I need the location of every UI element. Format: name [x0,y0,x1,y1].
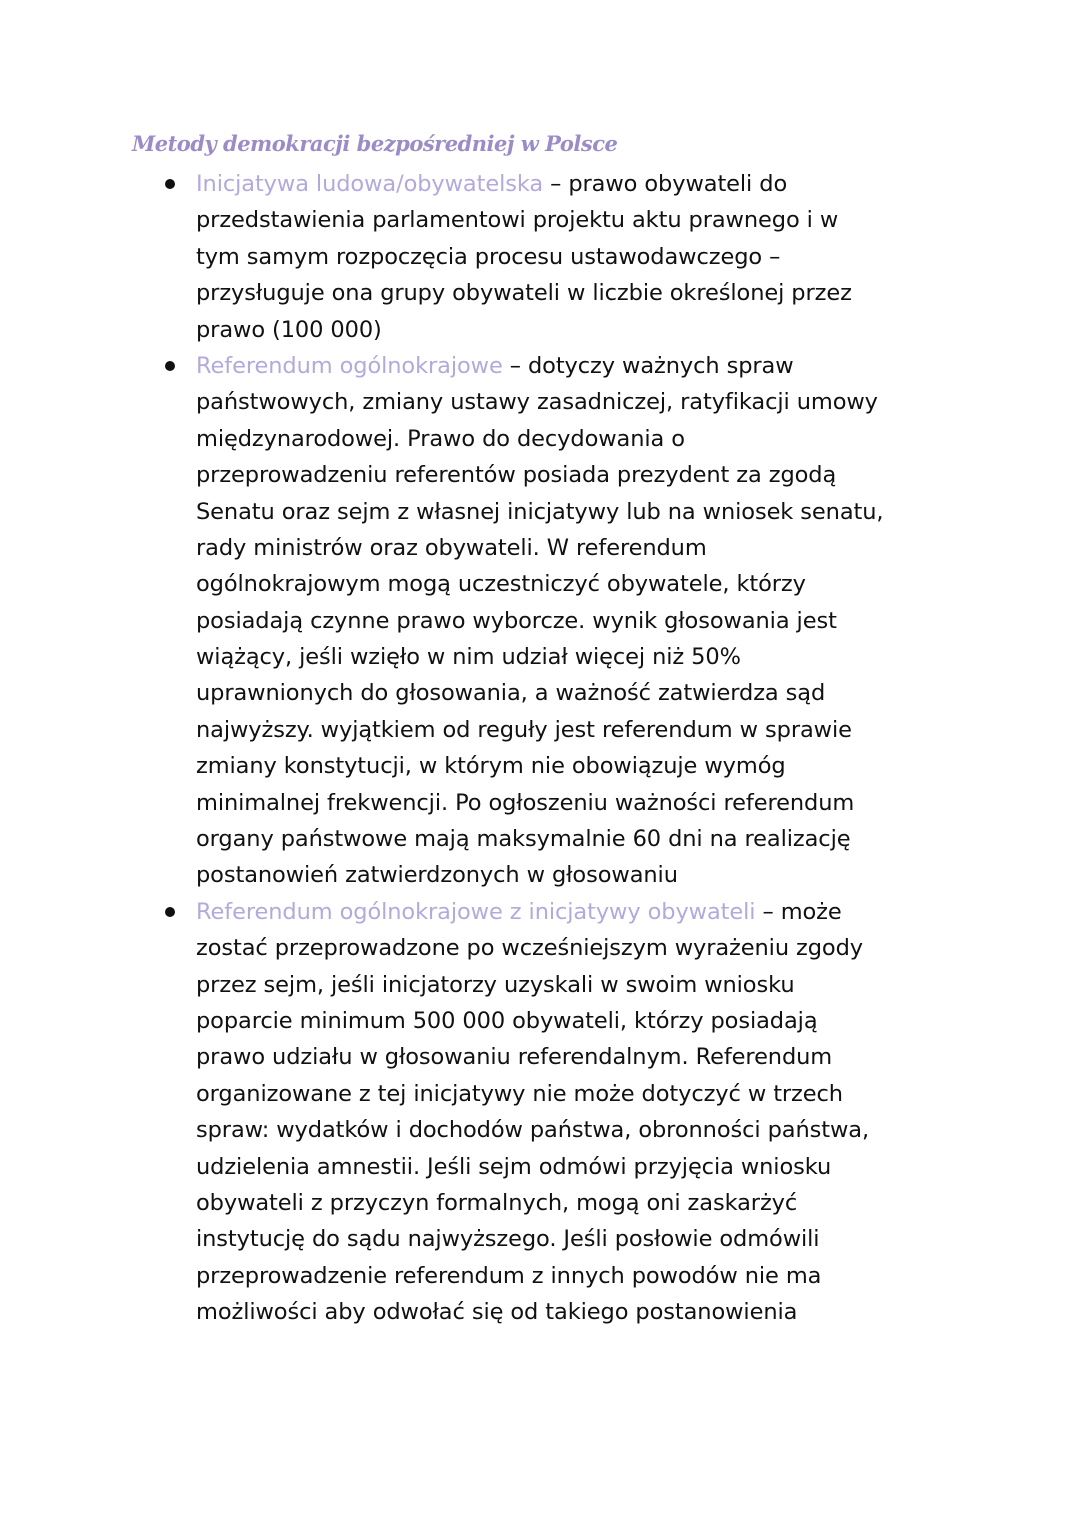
text-line: możliwości aby odwołać się od takiego postanowienia [196,1299,798,1326]
text-line: zostać przeprowadzone po wcześniejszym wyrażeniu zgody [196,935,863,962]
text-line: międzynarodowej. Prawo do decydowania o [196,425,685,452]
definition-text: – prawo obywateli do [543,171,788,197]
text-line: poparcie minimum 500 000 obywateli, którzy posiadają [196,1007,818,1034]
text-line: minimalnej frekwencji. Po ogłoszeniu ważności referendum [196,789,855,816]
text-line: uprawnionych do głosowania, a ważność zatwierdza sąd [196,680,826,707]
text-line: przeprowadzeniu referentów posiada prezydent za zgodą [196,462,837,489]
text-line: spraw: wydatków i dochodów państwa, obronności państwa, [196,1117,869,1144]
list-item [0,894,1080,1331]
text-line: najwyższy. wyjątkiem od reguły jest referendum w sprawie [196,716,852,743]
bullet-icon [165,907,175,917]
text-line: państwowych, zmiany ustawy zasadniczej, ratyfikacji umowy [196,389,878,416]
text-line: przeprowadzenie referendum z innych powodów nie ma [196,1262,822,1289]
text-line: prawo (100 000) [196,316,382,343]
text-line: przysługuje ona grupy obywateli w liczbie określonej przez [196,280,852,307]
text-line: rady ministrów oraz obywateli. W referendum [196,534,707,561]
list-item [0,166,1080,348]
text-line: posiadają czynne prawo wyborcze. wynik głosowania jest [196,607,837,634]
text-line: obywateli z przyczyn formalnych, mogą oni zaskarżyć [196,1189,798,1216]
text-line: udzielenia amnestii. Jeśli sejm odmówi przyjęcia wniosku [196,1153,832,1180]
bullet-icon [165,361,175,371]
term-label: Referendum ogólnokrajowe [196,352,503,379]
text-line: instytucję do sądu najwyższego. Jeśli posłowie odmówili [196,1226,820,1253]
text-line: tym samym rozpoczęcia procesu ustawodawczego – [196,243,781,270]
page-title: Metody demokracji bezpośredniej w Polsce [132,131,618,156]
definition-text: – dotyczy ważnych spraw [502,352,794,379]
text-line: wiążący, jeśli wzięło w nim udział więcej niż 50% [196,644,741,671]
text-line [196,166,1080,202]
text-line: zmiany konstytucji, w którym nie obowiązuje wymóg [196,753,786,780]
text-line: prawo udziału w głosowaniu referendalnym. Referendum [196,1044,833,1071]
term-label: Inicjatywa ludowa/obywatelska [196,171,544,197]
text-line: organizowane z tej inicjatywy nie może dotyczyć w trzech [196,1080,843,1107]
text-line [196,348,1080,384]
text-line: postanowień zatwierdzonych w głosowaniu [196,862,678,889]
term-label: Referendum ogólnokrajowe z inicjatywy obywateli [196,898,756,925]
definition-text: – może [755,898,842,925]
text-line: organy państwowe mają maksymalnie 60 dni na realizację [196,826,851,853]
text-line: Senatu oraz sejm z własnej inicjatywy lub na wniosek senatu, [196,498,884,525]
text-line: przedstawienia parlamentowi projektu aktu prawnego i w [196,207,839,234]
text-line: przez sejm, jeśli inicjatorzy uzyskali w swoim wniosku [196,971,795,998]
bullet-list [0,166,1080,1331]
text-line [196,894,1080,930]
text-line: ogólnokrajowym mogą uczestniczyć obywatele, którzy [196,571,806,598]
bullet-icon [165,179,175,189]
list-item [0,348,1080,894]
